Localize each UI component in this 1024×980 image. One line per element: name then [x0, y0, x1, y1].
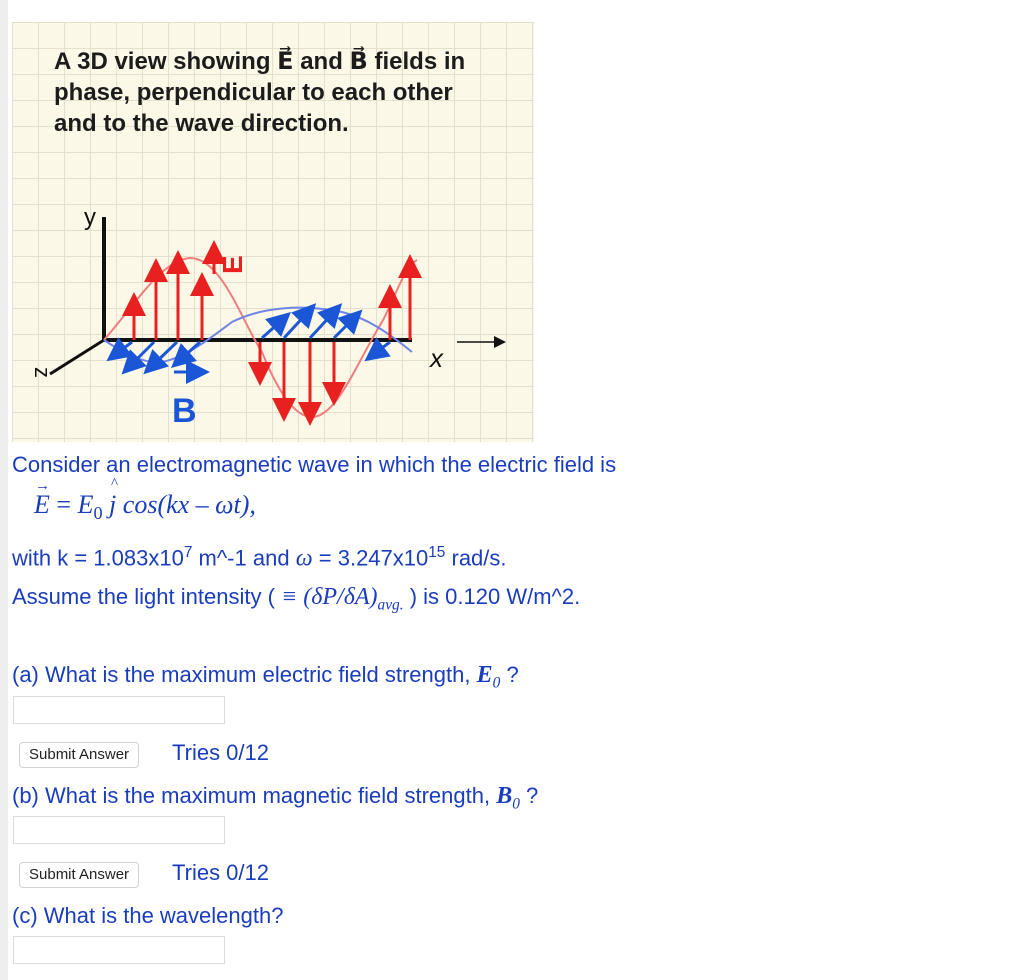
b-vector: [262, 320, 282, 338]
svg-text:B: B: [172, 392, 197, 430]
given-k-omega: with $k = 1.083x10^7$ m^-1 and $\omega = 3.247x10^{15}$ rad/s.: [12, 544, 507, 572]
answer-input-b[interactable]: [13, 816, 225, 844]
b-field-wave: [104, 308, 412, 363]
b-vector: [310, 312, 334, 338]
answer-input-c[interactable]: [13, 936, 225, 964]
question-a: (a) What is the maximum electric field strength, $E_0$ ?: [12, 662, 519, 692]
question-c: (c) What is the wavelength?: [12, 903, 284, 928]
problem-intro: Consider an electromagnetic wave in which the electric field is: [12, 452, 617, 477]
b-vector: [374, 342, 390, 354]
j-hat-symbol: ^ j: [109, 476, 119, 519]
e-field-wave: [104, 258, 417, 417]
wave-equation: → $E = E_0$ ^ j cos(kx – ωt),: [34, 476, 256, 524]
tries-counter-b: Tries 0/12: [172, 860, 270, 885]
tries-counter-a: Tries 0/12: [172, 740, 270, 765]
b-vector: [284, 312, 308, 338]
e-field-label: [214, 252, 248, 274]
y-axis-label: y: [84, 204, 96, 231]
question-b: (b) What is the maximum magnetic field strength, $B_0$ ?: [12, 783, 539, 813]
figure-caption: A 3D view showing E⃗ and B⃗ fields in phase, perpendicular to each other and to the wave direction.: [54, 48, 466, 137]
e-vector-symbol: → E: [34, 478, 50, 519]
z-axis: [50, 340, 104, 374]
x-axis-label: x: [430, 343, 443, 373]
submit-answer-button-a[interactable]: Submit Answer: [19, 742, 139, 768]
b-field-label: [172, 372, 198, 430]
submit-answer-button-b[interactable]: Submit Answer: [19, 862, 139, 888]
z-axis-label: z: [30, 367, 55, 378]
b-vector: [180, 342, 200, 360]
b-vector: [334, 318, 354, 338]
answer-input-a[interactable]: [13, 696, 225, 724]
em-wave-diagram: [12, 22, 534, 442]
svg-text:E: E: [217, 255, 248, 274]
given-intensity: Assume the light intensity ( ≡ $(\delta P/\delta A)_{avg.}$ ) is 0.120 W/m^2.: [12, 584, 581, 614]
em-wave-figure: [12, 22, 534, 442]
left-margin-strip: [0, 0, 8, 980]
